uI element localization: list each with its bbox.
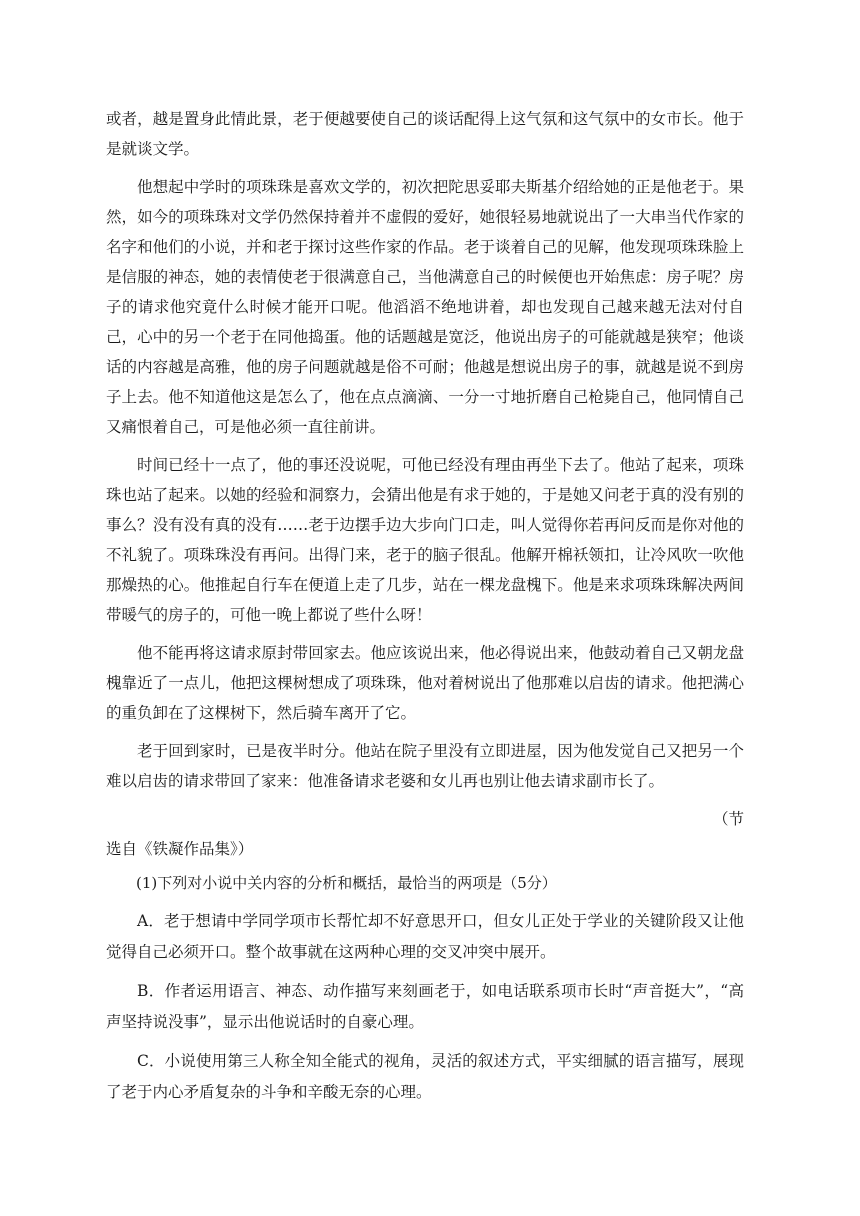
paragraph: 时间已经十一点了，他的事还没说呢，可他已经没有理由再坐下去了。他站了起来，项珠珠也站了起来。以她的经验和洞察力，会猜出他是有求于她的，于是她又问老于真的没有别的事么？没有没有真的没有……老于边摆手边大步向门口走，叫人觉得你若再问反而是你对他的不礼貌了。项珠珠没有再问。出得门来，老于的脑子很乱。他解开棉袄领扣，让冷风吹一吹他那燥热的心。他推起自行车在便道上走了几步，站在一棵龙盘槐下。他是来求项珠珠解决两间带暖气的房子的，可他一晚上都说了些什么呀！ xyxy=(106,456,744,624)
paragraph: 他想起中学时的项珠珠是喜欢文学的，初次把陀思妥耶夫斯基介绍给她的正是他老于。果然，如今的项珠珠对文学仍然保持着并不虚假的爱好，她很轻易地就说出了一大串当代作家的名字和他们的小说，并和老于探讨这些作家的作品。老于谈着自己的见解，他发现项珠珠脸上是信服的神态，她的表情使老于很满意自己，当他满意自己的时候便也开始焦虑：房子呢？房子的请求他究竟什么时候才能开口呢。他滔滔不绝地讲着，却也发现自己越来越无法对付自己，心中的另一个老于在同他捣蛋。他的话题越是宽泛，他说出房子的可能就越是狭窄；他谈话的内容越是高雅，他的房子问题就越是俗不可耐；他越是想说出房子的事，就越是说不到房子上去。他不知道他这是怎么了，他在点点滴滴、一分一寸地折磨自己枪毙自己，他同情自己又痛恨着自己，可是他必须一直往前讲。 xyxy=(106,178,744,436)
document-page xyxy=(106,104,744,1108)
paragraph: 或者，越是置身此情此景，老于便越要使自己的谈话配得上这气氛和这气氛中的女市长。他于是就谈文学。 xyxy=(106,110,744,158)
paragraph: 老于回到家时，已是夜半时分。他站在院子里没有立即进屋，因为他发觉自己又把另一个难以启齿的请求带回了家来：他准备请求老婆和女儿再也别让他去请求副市长了。 xyxy=(106,742,744,790)
option-c: C．小说使用第三人称全知全能式的视角，灵活的叙述方式，平实细腻的语言描写，展现了老于内心矛盾复杂的斗争和辛酸无奈的心理。 xyxy=(106,1052,744,1101)
source-citation-part2: 选自《铁凝作品集》） xyxy=(106,840,254,858)
option-b: B．作者运用语言、神态、动作描写来刻画老于，如电话联系项市长时“声音挺大”，“高声坚持说没事”，显示出他说话时的自豪心理。 xyxy=(106,982,744,1031)
option-a: A．老于想请中学同学项市长帮忙却不好意思开口，但女儿正处于学业的关键阶段又让他觉得自己必须开口。整个故事就在这两种心理的交叉冲突中展开。 xyxy=(106,912,744,961)
paragraph: 他不能再将这请求原封带回家去。他应该说出来，他必得说出来，他鼓动着自己又朝龙盘槐靠近了一点儿，他把这棵树想成了项珠珠，他对着树说出了他那难以启齿的请求。他把满心的重负卸在了这棵树下，然后骑车离开了它。 xyxy=(106,644,744,722)
question-stem: (1)下列对小说中关内容的分析和概括，最恰当的两项是（5分） xyxy=(136,874,557,892)
source-citation xyxy=(106,804,744,864)
source-citation-part1: （节 xyxy=(712,810,744,828)
